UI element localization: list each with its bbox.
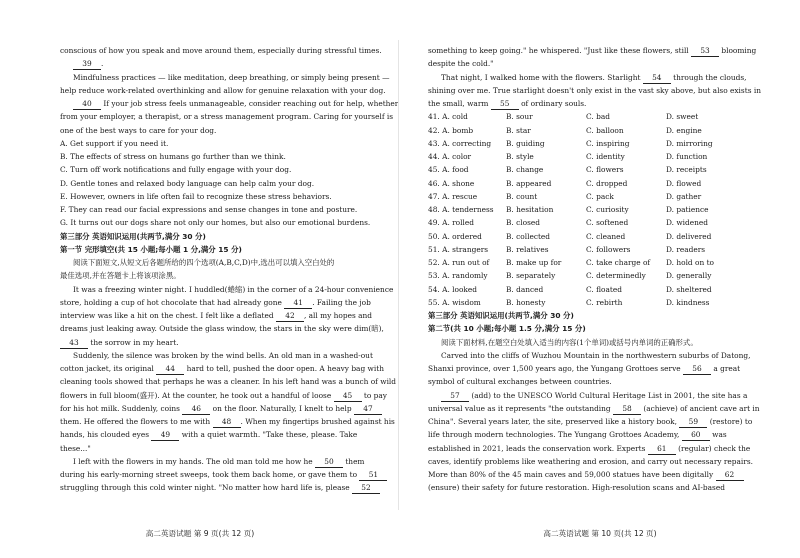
text-line: store, holding a cup of hot chocolate that had already gone 41 . Failing the job xyxy=(60,297,371,307)
text-line: It was a freezing winter night. I huddled(蜷缩) in the corner of a 24-hour convenience xyxy=(73,284,394,294)
blank-52: 52 xyxy=(352,483,380,494)
option-line: F. They can read our facial expressions and sense changes in tone and posture. xyxy=(60,205,358,214)
text-line: Suddenly, the silence was broken by the wind bells. An old man in a washed-out xyxy=(73,350,373,360)
instruction-line: 最佳选项,并在答题卡上将该项涂黑。 xyxy=(60,271,181,281)
option-a: 44. A. color xyxy=(428,152,472,161)
blank-48: 48 xyxy=(213,417,241,428)
text-line: help reduce work-related overthinking and allow for genuine relaxation with your dog. xyxy=(60,85,386,95)
option-a: 43. A. correcting xyxy=(428,138,492,148)
option-line: B. The effects of stress on humans go further than we think. xyxy=(60,152,286,161)
blank-55: 55 xyxy=(491,99,519,110)
blank-44: 44 xyxy=(156,364,184,375)
text-line: the small, warm 55 of ordinary souls. xyxy=(428,99,587,108)
text-line: conscious of how you speak and move around them, especially during stressful times. xyxy=(60,46,382,55)
option-d: D. engine xyxy=(666,125,702,135)
instruction-line: 阅读下面短文,从短文后各题所给的四个选项(A,B,C,D)中,选出可以填入空白处的 xyxy=(73,258,335,267)
text-line: shining over me. True starlight doesn't only exist in the vast sky above, but also exists in xyxy=(428,85,761,95)
text-line: dreams just leaking away. Outside the glass window, the stars in the sky were dim(暗), xyxy=(60,324,384,334)
option-a: 53. A. randomly xyxy=(428,271,488,281)
option-d: D. kindness xyxy=(666,297,710,307)
text-line: Mindfulness practices — like meditation, deep breathing, or simply being present — xyxy=(73,72,390,82)
option-a: 47. A. rescue xyxy=(428,191,478,201)
option-b: B. collected xyxy=(506,231,551,241)
page-divider xyxy=(398,40,399,510)
text-line: these..." xyxy=(60,443,91,453)
option-b: B. change xyxy=(506,165,544,175)
option-line: E. However, owners in life often fail to recognize these stress behaviors. xyxy=(60,191,332,201)
blank-47: 47 xyxy=(354,404,382,415)
option-b: B. separately xyxy=(506,271,556,281)
subsection-heading: 第一节 完形填空(共 15 小题;每小题 1 分,满分 15 分) xyxy=(60,244,242,254)
option-c: C. take charge of xyxy=(586,258,651,267)
option-c: C. balloon xyxy=(586,125,624,135)
option-line: A. Get support if you need it. xyxy=(60,138,169,148)
text-line: during his early-morning street sweeps, took them back home, or gave them to 51 xyxy=(60,468,390,481)
option-a: 50. A. ordered xyxy=(428,231,482,241)
text-line: I left with the flowers in my hands. The old man told me how he 50 them xyxy=(73,456,365,466)
option-b: B. danced xyxy=(506,284,544,294)
option-d: D. gather xyxy=(666,191,702,201)
blank-45: 45 xyxy=(334,391,362,402)
options-row xyxy=(428,177,758,190)
option-c: C. rebirth xyxy=(586,297,623,307)
text-line: symbol of cultural exchanges between countries. xyxy=(428,377,612,387)
options-row xyxy=(428,190,758,203)
text-line: Shanxi province, over 1,500 years ago, the Yungang Grottoes serve 56 a great xyxy=(428,364,741,373)
blank-40: 40 xyxy=(73,99,101,110)
blank-51: 51 xyxy=(359,470,387,481)
right-column xyxy=(428,44,761,495)
option-a: 41. A. cold xyxy=(428,112,468,122)
text-line: More than 80% of the 45 main caves and 59,000 statues have been digitally 62 (ensure) their safety for future restoration. High-resolution scans and AI-based xyxy=(428,468,758,495)
option-a: 49. A. rolled xyxy=(428,218,474,228)
text-line: Carved into the cliffs of Wuzhou Mountain in the northwestern suburbs of Datong, xyxy=(441,350,751,360)
text-line: life through modern technologies. The Yungang Grottoes Academy, 60 was xyxy=(428,430,727,440)
option-b: B. closed xyxy=(506,218,540,228)
option-c: C. dropped xyxy=(586,178,628,188)
page-footer: 高二英语试题 第 10 页(共 12 页) xyxy=(543,529,657,538)
option-c: C. pack xyxy=(586,191,614,201)
options-row xyxy=(428,150,758,163)
text-line: flowers in full bloom(盛开). At the counter, he took out a handful of loose 45 to pay xyxy=(60,390,387,400)
option-d: D. function xyxy=(666,152,708,161)
options-row xyxy=(428,137,758,150)
text-line: something to keep going." he whispered. "Just like these flowers, still 53 blooming xyxy=(428,46,757,55)
option-c: C. inspiring xyxy=(586,138,630,148)
option-d: D. sweet xyxy=(666,112,699,122)
option-b: B. count xyxy=(506,191,538,201)
section-heading: 第三部分 英语知识运用(共两节,满分 30 分) xyxy=(428,311,574,320)
text-line: cotton jacket, its original 44 hard to tell, pushed the door open. A heavy bag with xyxy=(60,364,384,373)
option-b: B. appeared xyxy=(506,178,552,188)
option-a: 42. A. bomb xyxy=(428,125,474,135)
option-b: B. style xyxy=(506,152,534,161)
option-line: C. Turn off work notifications and fully engage with your dog. xyxy=(60,165,292,175)
blank-50: 50 xyxy=(315,457,343,468)
text-line: despite the cold." xyxy=(428,59,494,69)
option-c: C. softened xyxy=(586,218,629,228)
option-c: C. determinedly xyxy=(586,271,646,281)
option-b: B. honesty xyxy=(506,297,546,307)
text-line: 43 the sorrow in my heart. xyxy=(60,336,390,349)
text-line: 40 If your job stress feels unmanageable, consider reaching out for help, whether xyxy=(60,97,390,110)
text-line: caves, identify problems like weathering and erosion, and carry out necessary repairs. xyxy=(428,456,753,466)
page-10 xyxy=(400,0,800,558)
option-d: D. sheltered xyxy=(666,284,712,294)
options-row xyxy=(428,283,758,296)
option-c: C. flowers xyxy=(586,165,624,175)
options-row xyxy=(428,124,758,137)
option-d: D. generally xyxy=(666,271,712,281)
option-d: D. mirroring xyxy=(666,138,713,148)
blank-62: 62 xyxy=(716,470,744,481)
option-d: D. patience xyxy=(666,205,709,214)
option-b: B. relatives xyxy=(506,244,549,254)
options-row xyxy=(428,216,758,229)
options-row xyxy=(428,230,758,243)
options-row xyxy=(428,203,758,216)
blank-61: 61 xyxy=(648,444,676,455)
options-row xyxy=(428,163,758,176)
option-c: C. bad xyxy=(586,112,610,122)
text-line: them. He offered the flowers to me with 48 . When my fingertips brushed against his xyxy=(60,417,395,426)
options-row xyxy=(428,243,758,256)
option-a: 52. A. run out of xyxy=(428,258,490,267)
options-row xyxy=(428,269,758,282)
option-c: C. floated xyxy=(586,284,622,294)
options-row xyxy=(428,256,758,269)
option-a: 45. A. food xyxy=(428,165,469,175)
option-d: D. readers xyxy=(666,244,706,254)
option-c: C. curiosity xyxy=(586,205,629,214)
option-c: C. followers xyxy=(586,244,631,254)
text-line: 57 (add) to the UNESCO World Cultural Heritage List in 2001, the site has a xyxy=(428,389,758,402)
left-column xyxy=(60,44,399,495)
section-heading: 第三部分 英语知识运用(共两节,满分 30 分) xyxy=(60,231,206,241)
option-b: B. guiding xyxy=(506,138,545,148)
text-line: struggling through this cold winter night. "No matter how hard life is, please 52 xyxy=(60,481,390,494)
option-a: 48. A. tenderness xyxy=(428,205,494,214)
blank-57: 57 xyxy=(441,391,469,402)
page-footer: 高二英语试题 第 9 页(共 12 页) xyxy=(145,529,255,538)
option-b: B. make up for xyxy=(506,258,562,267)
option-b: B. hesitation xyxy=(506,205,554,214)
blank-59: 59 xyxy=(679,417,707,428)
blank-54: 54 xyxy=(643,73,671,84)
text-line: China". Several years later, the site, preserved like a history book, 59 (restore) to xyxy=(428,417,753,426)
blank-58: 58 xyxy=(613,404,641,415)
text-line: one of the best ways to care for your dog. xyxy=(60,125,217,135)
blank-56: 56 xyxy=(683,364,711,375)
option-a: 54. A. looked xyxy=(428,284,477,294)
text-line: interview was like a hit on the chest. I felt like a deflated 42 , all my hopes and xyxy=(60,311,373,320)
option-a: 51. A. strangers xyxy=(428,244,489,254)
option-line: D. Gentle tones and relaxed body language can help calm your dog. xyxy=(60,178,315,188)
option-d: D. receipts xyxy=(666,165,707,175)
subsection-heading: 第二节(共 10 小题;每小题 1.5 分,满分 15 分) xyxy=(428,324,586,334)
text-line: from your employer, a therapist, or a stress management program. Caring for yourself is xyxy=(60,112,394,122)
options-row xyxy=(428,296,758,309)
option-b: B. sour xyxy=(506,112,533,122)
blank-41: 41 xyxy=(284,298,312,309)
blank-42: 42 xyxy=(276,311,304,322)
options-row xyxy=(428,110,758,123)
text-line: for his hot milk. Suddenly, coins 46 on the floor. Naturally, I knelt to help 47 xyxy=(60,402,390,415)
blank-46: 46 xyxy=(182,404,210,415)
text-line: established in 2021, leads the conservation work. Experts 61 (regular) check the xyxy=(428,443,751,453)
blank-39: 39 xyxy=(73,59,101,70)
blank-53: 53 xyxy=(691,46,719,57)
blank-43: 43 xyxy=(60,338,88,349)
option-line: G. It turns out our dogs share not only our homes, but also our emotional burdens. xyxy=(60,218,371,228)
option-d: D. delivered xyxy=(666,231,712,241)
option-c: C. cleaned xyxy=(586,231,626,241)
blank-60: 60 xyxy=(682,430,710,441)
option-d: D. flowed xyxy=(666,178,702,188)
instruction-line: 阅读下面材料,在题空白处填入适当的内容(1个单词)或括号内单词的正确形式。 xyxy=(441,337,698,347)
text-line: cleaning tools showed that perhaps he was a cleaner. In his left hand was a bunch of wild xyxy=(60,377,397,387)
text-line: hands, his clouded eyes 49 with a quiet warmth. "Take these, please. Take xyxy=(60,430,358,440)
text-line: universal value as it represents "the outstanding 58 (achieve) of ancient cave art in xyxy=(428,403,760,413)
option-c: C. identity xyxy=(586,152,625,161)
text-line: That night, I walked home with the flowers. Starlight 54 through the clouds, xyxy=(441,72,747,82)
option-d: D. widened xyxy=(666,218,709,228)
option-b: B. star xyxy=(506,125,531,135)
text-line: 39 . xyxy=(60,57,390,70)
option-d: D. hold on to xyxy=(666,258,714,267)
blank-49: 49 xyxy=(151,430,179,441)
option-a: 46. A. shone xyxy=(428,178,475,188)
option-a: 55. A. wisdom xyxy=(428,297,481,307)
